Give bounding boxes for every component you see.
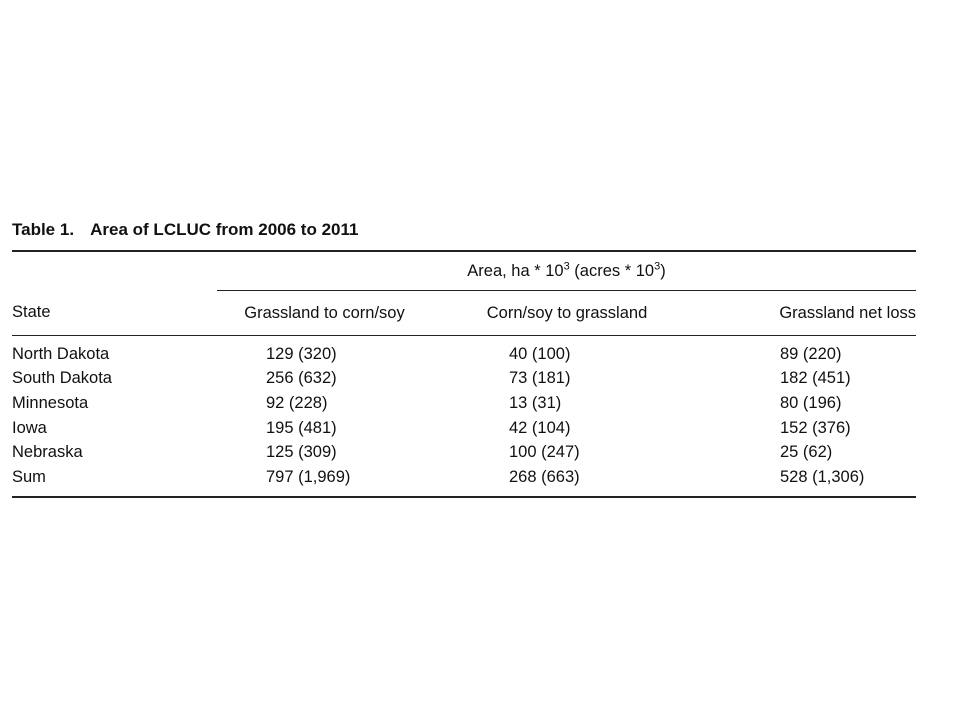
table-header-row [12, 291, 916, 336]
cell-state: South Dakota [12, 369, 112, 388]
cell-grassland-net-loss: 25 (62) [780, 443, 833, 462]
cell-grassland-net-loss: 80 (196) [780, 393, 842, 412]
cell-grassland-to-cornsoy: 129 (320) [266, 344, 337, 363]
table-caption [12, 218, 916, 242]
cell-grassland-to-cornsoy: 92 (228) [266, 393, 328, 412]
table-row [12, 391, 916, 416]
cell-grassland-to-cornsoy: 195 (481) [266, 418, 337, 437]
header-grassland-to-cornsoy: Grassland to corn/soy [244, 303, 405, 322]
lcluc-table [12, 250, 916, 498]
table-row [12, 416, 916, 441]
cell-state: Minnesota [12, 393, 89, 412]
cell-state: Iowa [12, 418, 47, 437]
cell-grassland-net-loss: 89 (220) [780, 344, 842, 363]
cell-cornsoy-to-grassland: 42 (104) [509, 418, 571, 437]
table-caption-title: Area of LCLUC from 2006 to 2011 [90, 220, 359, 239]
header-state: State [12, 303, 51, 322]
spanner-exponent-1: 3 [563, 260, 570, 272]
header-grassland-net-loss: Grassland net loss [779, 303, 916, 322]
cell-state: North Dakota [12, 344, 110, 363]
spanner-suffix: ) [660, 261, 666, 280]
area-spanner-header [217, 251, 916, 291]
table-row-sum [12, 465, 916, 497]
header-cornsoy-to-grassland: Corn/soy to grassland [486, 303, 648, 322]
cell-state: Sum [12, 465, 217, 497]
cell-cornsoy-to-grassland: 73 (181) [509, 369, 571, 388]
table-row [12, 367, 916, 392]
cell-grassland-net-loss: 182 (451) [780, 369, 851, 388]
table-caption-label: Table 1. [12, 220, 75, 239]
cell-grassland-net-loss: 528 (1,306) [702, 465, 916, 497]
spanner-exponent-2: 3 [654, 260, 661, 272]
lcluc-table-block [12, 218, 916, 498]
cell-cornsoy-to-grassland: 268 (663) [432, 465, 702, 497]
cell-grassland-to-cornsoy: 125 (309) [266, 443, 337, 462]
cell-cornsoy-to-grassland: 13 (31) [509, 393, 562, 412]
table-row [12, 336, 916, 367]
cell-cornsoy-to-grassland: 100 (247) [509, 443, 580, 462]
cell-state: Nebraska [12, 443, 83, 462]
spanner-prefix: Area, ha * 10 [467, 261, 564, 280]
cell-cornsoy-to-grassland: 40 (100) [509, 344, 571, 363]
table-spanner-row [12, 251, 916, 291]
spanner-empty-cell [12, 251, 217, 291]
spanner-middle: (acres * 10 [569, 261, 655, 280]
cell-grassland-to-cornsoy: 797 (1,969) [217, 465, 432, 497]
table-row [12, 440, 916, 465]
cell-grassland-to-cornsoy: 256 (632) [266, 369, 337, 388]
cell-grassland-net-loss: 152 (376) [780, 418, 851, 437]
